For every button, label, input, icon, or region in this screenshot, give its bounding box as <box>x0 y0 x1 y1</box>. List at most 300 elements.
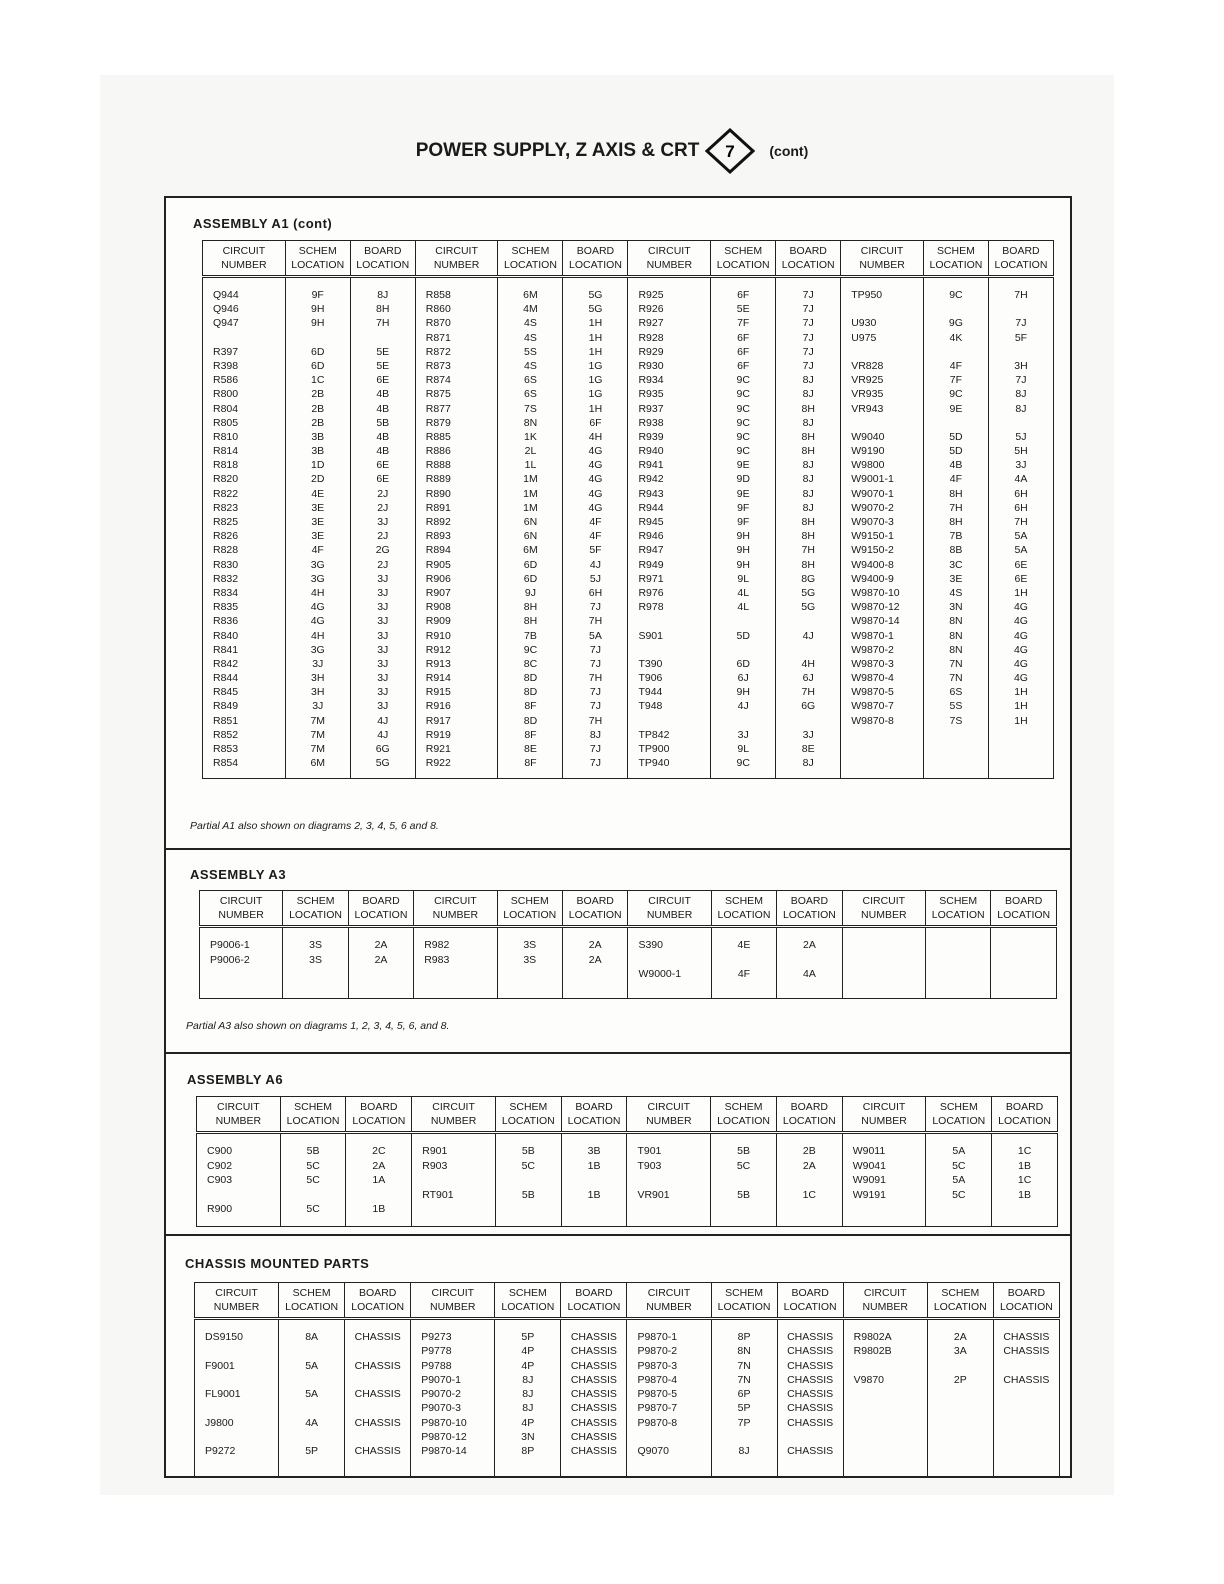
circuit-value: P9273 <box>421 1331 452 1343</box>
circuit-value <box>205 1373 278 1387</box>
board-value: 4H <box>588 430 603 443</box>
schem-value: 9E <box>736 487 750 500</box>
schem-value: 5S <box>524 345 537 358</box>
circuit-header-line: NUMBER <box>213 1301 260 1313</box>
board-value: 4G <box>588 459 603 472</box>
board-value: 5G <box>375 757 390 770</box>
board-value: 7J <box>802 345 814 358</box>
board-value: 5J <box>1015 430 1027 443</box>
circuit-value: W9041 <box>852 1159 886 1172</box>
schem-value: 3S <box>309 939 322 951</box>
board-value: CHASSIS <box>1003 1331 1050 1343</box>
board-value: 6F <box>589 416 602 429</box>
board-value: 6H <box>1014 487 1028 500</box>
circuit-column-cell <box>411 1319 495 1477</box>
board-value: 4B <box>376 445 390 458</box>
circuit-value: P9870-7 <box>637 1402 678 1415</box>
circuit-value: R982 <box>424 939 450 951</box>
circuit-value: R983 <box>424 953 450 966</box>
schem-value: 8B <box>949 544 963 557</box>
schem-value: 6M <box>523 544 538 557</box>
board-value: 2J <box>377 530 389 543</box>
board-header-line: LOCATION <box>354 909 408 921</box>
schem-value: 9E <box>949 402 963 415</box>
schem-header-line: LOCATION <box>289 909 342 921</box>
circuit-value <box>205 1344 278 1358</box>
schem-value: 3E <box>949 572 963 585</box>
schem-value: 4S <box>524 331 537 344</box>
board-value: 5E <box>376 345 390 358</box>
board-value: 8J <box>589 728 602 741</box>
board-value: 7J <box>802 289 814 301</box>
board-column-cell <box>561 1133 627 1227</box>
circuit-value: R934 <box>638 374 664 387</box>
board-value: 8J <box>377 289 389 301</box>
board-value: 8J <box>802 473 814 486</box>
table-row <box>195 1319 1060 1477</box>
circuit-column-header <box>200 891 283 927</box>
board-column-header <box>993 1283 1059 1319</box>
circuit-value: R913 <box>425 657 451 670</box>
schem-value <box>712 953 776 968</box>
circuit-value: W9150-2 <box>851 544 894 557</box>
board-column-cell <box>777 927 842 999</box>
schem-value: 4K <box>949 331 963 344</box>
board-header-line: BOARD <box>360 1101 398 1113</box>
schem-value <box>496 1173 561 1188</box>
circuit-column-header <box>197 1097 281 1133</box>
circuit-value: P9006-1 <box>210 939 250 951</box>
assembly-a3-section <box>166 848 1070 1054</box>
schem-value: 7M <box>310 714 326 727</box>
board-value: 7J <box>589 757 602 770</box>
schem-value: 3B <box>311 430 325 443</box>
circuit-value: R810 <box>213 430 239 443</box>
circuit-value: R844 <box>213 672 239 685</box>
circuit-column-header <box>841 241 924 277</box>
circuit-value: W9400-8 <box>851 558 894 571</box>
board-column-cell <box>776 277 841 779</box>
board-value: CHASSIS <box>570 1445 617 1458</box>
board-header-line: BOARD <box>575 1101 613 1113</box>
board-header-line: LOCATION <box>567 1301 621 1313</box>
schem-header-line: SCHEM <box>939 1101 978 1113</box>
circuit-value: W9191 <box>852 1188 886 1201</box>
circuit-value: R929 <box>638 345 664 358</box>
schem-value: 5E <box>736 303 750 316</box>
circuit-value: R903 <box>422 1159 448 1172</box>
circuit-value <box>851 416 923 430</box>
circuit-column-cell <box>412 1133 496 1227</box>
circuit-value <box>205 1401 278 1415</box>
board-header-line: LOCATION <box>998 1115 1052 1127</box>
schem-value: 5D <box>736 629 750 642</box>
board-header-line: BOARD <box>789 245 827 257</box>
schem-value: 3E <box>311 501 325 514</box>
circuit-value: R886 <box>425 445 451 458</box>
board-value: 1B <box>372 1203 386 1215</box>
board-value: 4G <box>1013 672 1028 685</box>
board-value: 8E <box>801 743 815 755</box>
schem-value <box>924 302 988 316</box>
board-value: 4G <box>588 501 603 514</box>
schem-value: 8H <box>523 601 538 614</box>
schem-value: 9F <box>737 516 750 528</box>
circuit-value <box>637 1173 710 1188</box>
board-value: CHASSIS <box>354 1388 401 1401</box>
schem-value: 4P <box>521 1345 535 1358</box>
board-column-cell <box>988 277 1053 779</box>
board-value: 5A <box>1014 530 1028 543</box>
circuit-value: T906 <box>638 672 663 685</box>
circuit-value: R842 <box>213 657 239 670</box>
schem-value: 9H <box>311 303 325 316</box>
schem-value: 4S <box>524 317 537 330</box>
board-value: 2A <box>372 1159 386 1172</box>
assembly-a6-table <box>196 1096 1058 1227</box>
board-column-cell <box>345 1319 411 1477</box>
board-value: 2C <box>372 1145 386 1157</box>
board-value: 4J <box>377 728 389 741</box>
schem-value: 7M <box>310 728 326 741</box>
schem-value: 5S <box>949 700 963 713</box>
circuit-value: W9070-3 <box>851 516 894 528</box>
chassis-title: CHASSIS MOUNTED PARTS <box>185 1256 370 1271</box>
board-header-line: BOARD <box>1002 245 1040 257</box>
schem-value: 8F <box>524 728 537 741</box>
circuit-value: R804 <box>213 402 239 415</box>
board-value: 3H <box>1014 359 1028 372</box>
circuit-header-line: NUMBER <box>646 909 693 921</box>
circuit-value: P9870-14 <box>421 1445 467 1458</box>
board-value: 7J <box>802 331 814 344</box>
assembly-a1-title: ASSEMBLY A1 (cont) <box>193 216 333 231</box>
board-value: 1C <box>1017 1174 1032 1186</box>
schem-value: 4E <box>311 487 325 500</box>
schem-header-line: LOCATION <box>504 259 557 271</box>
board-value: 4A <box>803 968 816 980</box>
circuit-column-cell <box>415 277 498 779</box>
schem-value <box>711 1173 776 1188</box>
board-value: 2A <box>588 939 602 951</box>
board-column-header <box>776 1097 842 1133</box>
board-value: 1H <box>588 345 603 358</box>
board-value: CHASSIS <box>787 1345 834 1358</box>
board-value: CHASSIS <box>354 1445 401 1458</box>
board-column-cell <box>777 1319 843 1477</box>
schem-value: 4P <box>521 1416 535 1429</box>
diagram-number: 7 <box>725 142 736 161</box>
schem-value: 2L <box>524 445 537 458</box>
circuit-header-line: CIRCUIT <box>431 1287 475 1299</box>
board-value: 8J <box>802 487 814 500</box>
circuit-value: R921 <box>425 743 451 755</box>
board-header-line: BOARD <box>1007 1287 1046 1299</box>
board-value: 7J <box>589 643 602 656</box>
board-column-header <box>562 891 627 927</box>
circuit-value: U930 <box>851 317 877 330</box>
board-value <box>777 953 841 968</box>
diagram-number-diamond-icon <box>705 128 755 174</box>
schem-value: 5A <box>305 1388 319 1401</box>
schem-header-line: LOCATION <box>716 259 770 271</box>
board-value <box>346 1188 411 1203</box>
circuit-value: R939 <box>638 430 664 443</box>
board-value: 1H <box>588 331 603 344</box>
board-header-line: BOARD <box>576 245 615 257</box>
schem-column-cell <box>923 277 988 779</box>
circuit-value: R860 <box>425 303 451 316</box>
schem-column-header <box>927 1283 993 1319</box>
assembly-a1-note: Partial A1 also shown on diagrams 2, 3, 4, 5, 6 and 8. <box>190 820 439 832</box>
schem-value: 5A <box>952 1145 966 1157</box>
schem-value: 4G <box>310 601 325 614</box>
schem-value: 6J <box>737 672 749 685</box>
schem-value: 1M <box>523 487 538 500</box>
board-column-header <box>777 1283 843 1319</box>
circuit-value: R845 <box>213 686 239 699</box>
circuit-value: R943 <box>638 487 664 500</box>
schem-value: 4B <box>949 459 963 472</box>
schem-value: 8P <box>521 1445 535 1458</box>
board-column-header <box>345 1283 411 1319</box>
board-value: 4J <box>377 714 389 727</box>
circuit-value: R852 <box>213 728 239 741</box>
board-value: 5A <box>1014 544 1028 557</box>
board-value: 8H <box>801 516 815 528</box>
parts-location-frame <box>164 196 1072 1478</box>
board-value: 2A <box>374 939 388 951</box>
circuit-value: R830 <box>213 558 239 571</box>
schem-value: 4S <box>949 586 963 599</box>
schem-value: 9C <box>736 430 750 443</box>
circuit-value: R828 <box>213 544 239 557</box>
schem-column-cell <box>495 1319 561 1477</box>
board-value: 1H <box>1014 714 1028 727</box>
board-value: 4G <box>1013 615 1028 628</box>
schem-value: 9H <box>311 317 325 330</box>
circuit-header-line: NUMBER <box>430 1115 477 1127</box>
board-value: 8J <box>1015 402 1027 415</box>
board-value: 1C <box>802 1188 817 1201</box>
circuit-value: R938 <box>638 416 664 429</box>
board-value: 6H <box>1014 501 1028 514</box>
board-value: CHASSIS <box>787 1373 834 1386</box>
schem-header-line: LOCATION <box>291 259 345 271</box>
circuit-value: P9870-1 <box>637 1331 678 1343</box>
schem-column-header <box>711 241 776 277</box>
circuit-header-line: CIRCUIT <box>862 1101 906 1113</box>
schem-value <box>281 1188 346 1203</box>
circuit-column-cell <box>197 1133 281 1227</box>
circuit-value <box>854 1359 927 1373</box>
schem-value: 5C <box>306 1174 320 1186</box>
circuit-value: R800 <box>213 388 239 401</box>
board-value: 7H <box>376 317 390 330</box>
circuit-value: R907 <box>425 586 451 599</box>
board-value: CHASSIS <box>570 1331 617 1343</box>
board-column-cell <box>563 277 628 779</box>
board-value: CHASSIS <box>787 1359 834 1372</box>
circuit-value: W9870-12 <box>851 601 900 614</box>
board-value: 6J <box>802 672 814 685</box>
schem-value: 9L <box>737 572 750 585</box>
board-value: 3J <box>377 586 389 599</box>
board-column-header <box>561 1283 627 1319</box>
board-column-header <box>563 241 628 277</box>
circuit-column-header <box>628 891 711 927</box>
schem-value: 7N <box>737 1359 751 1372</box>
schem-header-line: SCHEM <box>725 1287 764 1299</box>
circuit-value: R901 <box>422 1145 448 1157</box>
circuit-value: C903 <box>207 1174 233 1186</box>
schem-value: 6M <box>310 757 326 770</box>
schem-column-header <box>926 1097 992 1133</box>
schem-value: 6F <box>737 345 750 358</box>
schem-value: 4L <box>737 601 750 614</box>
circuit-value: R874 <box>425 374 451 387</box>
schem-value: 8D <box>523 672 538 685</box>
schem-value: 5B <box>737 1145 750 1157</box>
board-column-cell <box>992 1133 1058 1227</box>
schem-value: 9H <box>736 530 750 543</box>
schem-value: 7N <box>737 1373 751 1386</box>
board-value: 4G <box>588 487 603 500</box>
schem-value <box>924 345 988 359</box>
circuit-value: W9070-2 <box>851 501 894 514</box>
circuit-value <box>205 1430 278 1444</box>
schem-header-line: SCHEM <box>936 245 975 257</box>
schem-header-line: LOCATION <box>717 1301 771 1313</box>
board-value: 5B <box>376 416 390 429</box>
schem-value: 5B <box>521 1188 535 1201</box>
schem-column-cell <box>498 277 563 779</box>
schem-value: 5P <box>521 1331 535 1343</box>
circuit-value: R840 <box>213 629 239 642</box>
schem-value: 3B <box>311 445 325 458</box>
board-value: 2A <box>803 939 816 951</box>
schem-value: 8C <box>523 657 538 670</box>
schem-value <box>279 1401 344 1415</box>
schem-value: 9H <box>736 544 750 557</box>
board-header-line: LOCATION <box>569 259 622 271</box>
circuit-value: T390 <box>638 657 663 670</box>
schem-column-header <box>279 1283 345 1319</box>
schem-value: 3G <box>310 558 325 571</box>
circuit-value: R917 <box>425 714 451 727</box>
schem-header-line: SCHEM <box>296 895 335 907</box>
board-column-cell <box>348 927 413 999</box>
schem-value: 7H <box>949 501 963 514</box>
schem-value: 5C <box>306 1159 320 1172</box>
board-header-line: LOCATION <box>782 909 836 921</box>
circuit-column-header <box>842 1097 926 1133</box>
circuit-value: C900 <box>207 1145 233 1157</box>
schem-header-line: SCHEM <box>939 895 978 907</box>
schem-column-header <box>497 891 562 927</box>
circuit-column-cell <box>627 1319 711 1477</box>
board-value: 8J <box>802 459 814 472</box>
schem-column-cell <box>711 1133 777 1227</box>
circuit-value: W9091 <box>852 1174 886 1186</box>
title-text: POWER SUPPLY, Z AXIS & CRT <box>415 140 700 161</box>
board-value: 2J <box>377 558 389 571</box>
circuit-value: TP950 <box>851 289 883 301</box>
schem-value: 5C <box>521 1159 536 1172</box>
circuit-value: R916 <box>425 700 451 713</box>
circuit-value: R892 <box>425 516 451 528</box>
circuit-value <box>638 953 710 968</box>
board-value: 7J <box>802 359 814 372</box>
schem-column-header <box>711 1283 777 1319</box>
schem-header-line: LOCATION <box>285 1301 339 1313</box>
schem-value: 7B <box>949 530 963 543</box>
board-column-header <box>346 1097 412 1133</box>
schem-value: 5B <box>737 1188 750 1201</box>
circuit-value: F9001 <box>205 1359 235 1372</box>
board-value: 5E <box>376 359 390 372</box>
schem-value: 5D <box>949 430 963 443</box>
schem-value: 8N <box>949 643 963 656</box>
board-column-header <box>350 241 415 277</box>
schem-value: 4M <box>523 303 538 316</box>
circuit-value: R928 <box>638 331 664 344</box>
circuit-value: W9870-3 <box>851 657 894 670</box>
schem-value: 8N <box>737 1345 751 1358</box>
schem-header-line: LOCATION <box>717 909 771 921</box>
schem-column-cell <box>926 1133 992 1227</box>
schem-value: 2B <box>311 402 325 415</box>
board-value: CHASSIS <box>354 1359 401 1372</box>
circuit-value: W9870-5 <box>851 686 894 699</box>
circuit-value: R814 <box>213 445 239 458</box>
schem-header-line: SCHEM <box>510 895 549 907</box>
circuit-value: R947 <box>638 544 664 557</box>
circuit-value: Q944 <box>213 289 239 301</box>
schem-value: 5D <box>949 445 963 458</box>
board-value: 1G <box>588 374 603 387</box>
schem-value: 3S <box>523 939 537 951</box>
circuit-value: R870 <box>425 317 451 330</box>
circuit-value: R937 <box>638 402 664 415</box>
schem-value: 3E <box>311 516 325 528</box>
board-value: 3J <box>377 572 389 585</box>
circuit-column-cell <box>627 1133 711 1227</box>
schem-value: 2D <box>311 473 325 486</box>
board-value <box>776 614 840 628</box>
board-value: CHASSIS <box>570 1345 617 1358</box>
schem-column-cell <box>711 927 776 999</box>
board-header-line: BOARD <box>791 1287 829 1299</box>
schem-value: 9C <box>736 388 750 401</box>
schem-value: 8D <box>523 686 538 699</box>
board-value: 7H <box>801 544 815 557</box>
circuit-value: R818 <box>213 459 239 472</box>
schem-value: 1C <box>311 374 325 387</box>
board-value: 3J <box>377 657 389 670</box>
circuit-value: P9870-5 <box>637 1388 678 1401</box>
board-value: 6E <box>376 473 390 486</box>
circuit-column-cell <box>200 927 283 999</box>
schem-value: 3N <box>949 601 963 614</box>
circuit-value <box>638 714 710 728</box>
circuit-value: RT901 <box>422 1188 454 1201</box>
circuit-value: R946 <box>638 530 664 543</box>
board-value: 2G <box>375 544 390 557</box>
board-value: 1B <box>587 1159 601 1172</box>
circuit-value: P9788 <box>421 1359 452 1372</box>
schem-header-line: SCHEM <box>511 245 550 257</box>
